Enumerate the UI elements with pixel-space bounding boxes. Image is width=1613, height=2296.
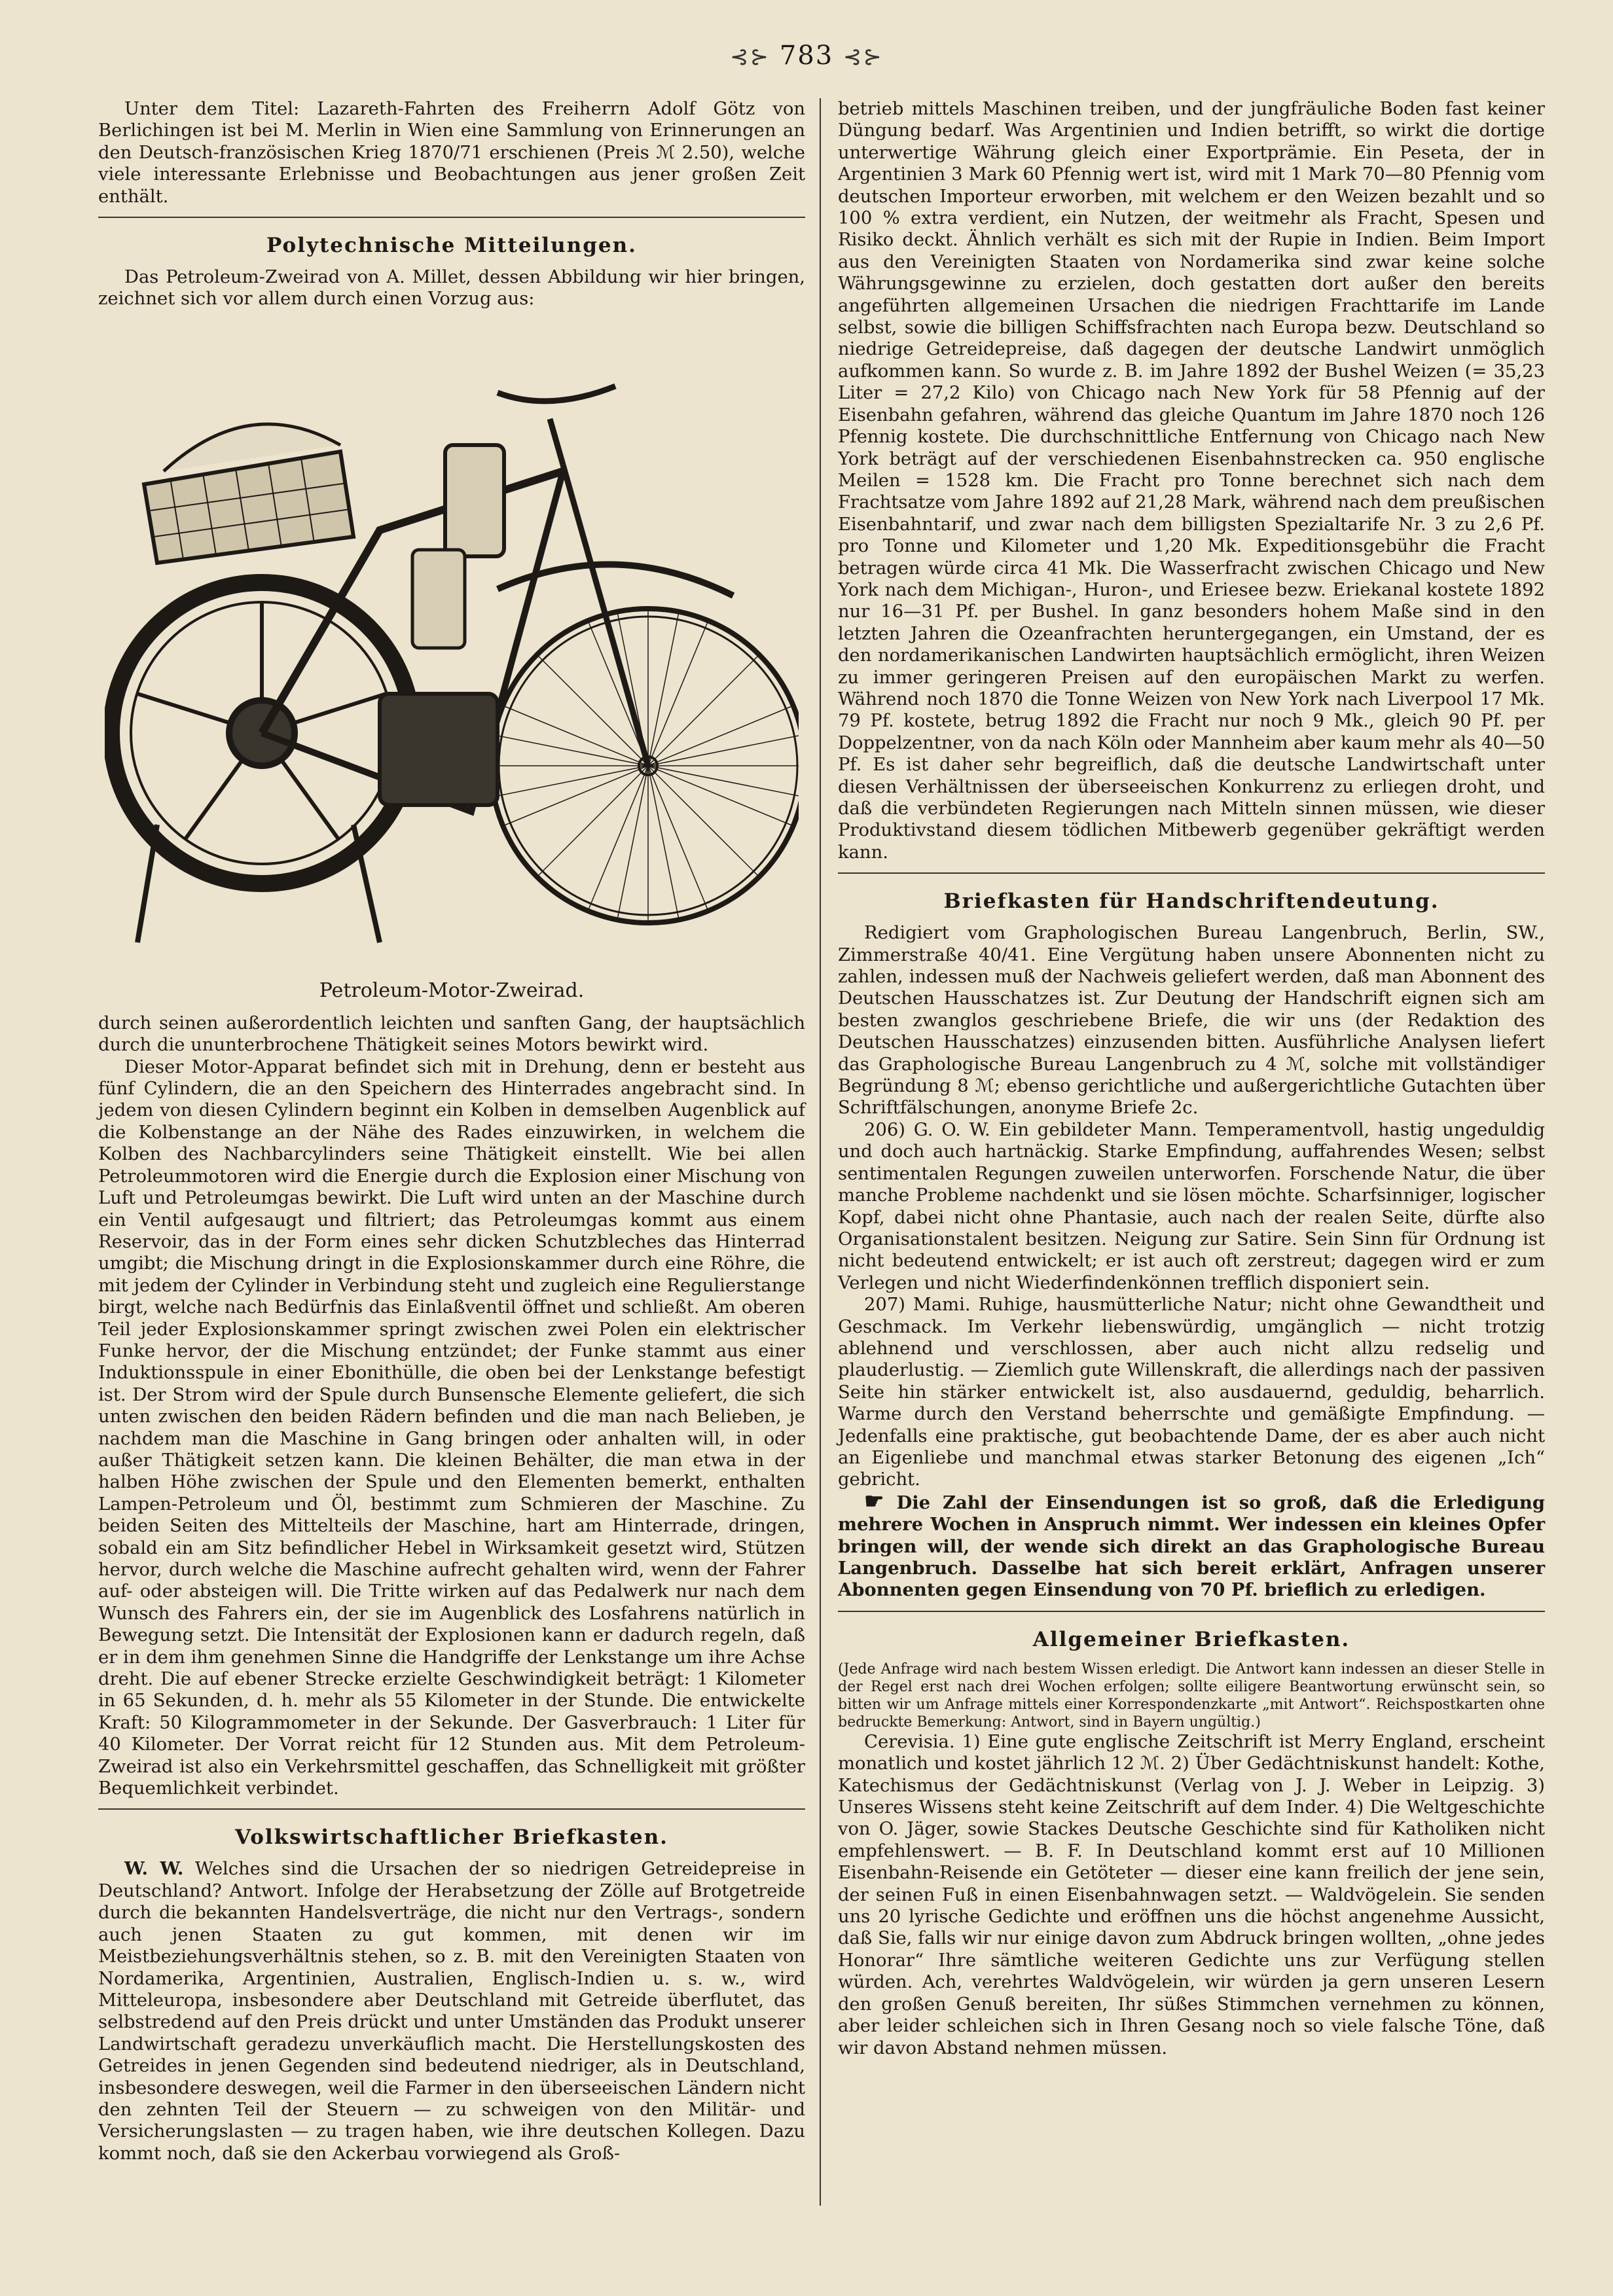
handwriting-notice: [838, 1488, 1545, 1602]
section-title-polytechnic: Polytechnische Mitteilungen.: [266, 234, 637, 258]
rule: [838, 872, 1545, 874]
right-column: [838, 98, 1545, 2059]
economic-text: Welches sind die Ursachen der so niedrigen Getreidepreise in Deutschland? Antwort. Infolge der Herabsetzung der Zölle auf Brotgetreide durch die bekannten Handelsverträge, die nicht nur den Vertrags-, sondern auch jenen Staaten zu gut kommen, mit denen wir im Meistbeziehungsverhältnis stehen, so z. B. mit den Vereinigten Staaten von Nordamerika, Argentinien, Australien, Englisch-Indien u. s. w., wird Mitteleuropa, insbesondere aber Deutschland mit Getreide überflutet, das selbstredend auf den Preis drückt und unter Umständen das Produkt unserer Landwirtschaft geradezu unverkäuflich macht. Die Herstellungskosten des Getreides in jenen Gegenden sind bedeutend niedriger, als in Deutschland, insbesondere deswegen, weil die Farmer in den überseeischen Ländern nicht den zehnten Teil der Steuern — zu schweigen von den Militär- und Versicherungslasten — zu tragen haben, wie ihre deutschen Kollegen. Dazu kommt noch, daß sie den Ackerbau vorwiegend als Groß-: [98, 1859, 805, 2164]
motorcycle-illustration: [105, 314, 799, 975]
page-number: 783: [779, 41, 834, 71]
ornament-left-icon: ⊰⊱: [730, 44, 770, 70]
polytechnic-lead: Das Petroleum-Zweirad von A. Millet, dessen Abbildung wir hier bringen, zeichnet sich vor allem durch einen Vorzug aus:: [98, 267, 805, 310]
section-title-economic: Volkswirtschaftlicher Briefkasten.: [235, 1825, 668, 1850]
polytechnic-paragraph-1: durch seinen außerordentlich leichten und sanften Gang, der hauptsächlich durch die ununterbrochene Thätigkeit seines Motors bewirkt wird.: [98, 1013, 805, 1056]
section-title-handwriting: Briefkasten für Handschriftendeutung.: [943, 889, 1440, 914]
rule: [838, 1611, 1545, 1612]
rule: [98, 1808, 805, 1810]
page-number-header: [0, 41, 1613, 71]
pointing-hand-icon: ☛: [864, 1488, 884, 1515]
economic-initials: W. W.: [124, 1858, 184, 1880]
general-answers: Cerevisia. 1) Eine gute englische Zeitschrift ist Merry England, erscheint monatlich und kostet jährlich 12 ℳ. 2) Über Gedächtniskunst handelt: Kothe, Katechismus der Gedächtniskunst (Verlag von J. J. Weber in Leipzig. 3) Unseres Wissens steht keine Zeitschrift auf dem Inder. 4) Die Weltgeschichte von O. Jäger, sowie Stackes Deutsche Geschichte sind für Katholiken nicht empfehlenswert. — B. F. In Deutschland kommt erst auf 10 Millionen Eisenbahn-Reisende ein Getöteter — dieser eine kann freilich der jene sein, der seinen Fuß in einen Eisenbahnwagen setzt. — Waldvögelein. Sie senden uns 20 lyrische Gedichte und eröffnen uns die höchst angenehme Aussicht, daß Sie, falls wir nur einige davon zum Abdruck bringen wollten, „ohne jedes Honorar“ Ihre sämtliche weiteren Gedichte uns zur Verfügung stellen würden. Ach, verehrtes Waldvögelein, wir würden ja gern unseren Lesern den großen Genuß bereiten, Ihr süßes Stimmchen vernehmen zu können, aber leider schleichen sich in Ihren Gesang noch so viele falsche Töne, daß wir davon Abstand nehmen müssen.: [838, 1731, 1545, 2058]
polytechnic-paragraph-2: Dieser Motor-Apparat befindet sich mit in Drehung, denn er besteht aus fünf Cylindern, die an den Speichern des Hinterrades angebracht sind. In jedem von diesen Cylindern beginnt ein Kolben in demselben Augenblick auf die Kolbenstange an der Nähe des Rades einzuwirken, in welchem die Kolben des Nachbarcylinders seine Thätigkeit einstellt. Wie bei allen Petroleummotoren wird die Energie durch die Explosion einer Mischung von Luft und Petroleumgas bewirkt. Die Luft wird unten an der Maschine durch ein Ventil aufgesaugt und filtriert; das Petroleumgas kommt aus einem Reservoir, das in der Form eines sehr dicken Schutzbleches das Hinterrad umgibt; die Mischung dringt in die Explosionskammer durch eine Röhre, die mit jedem der Cylinder in Verbindung steht und zugleich eine Regulierstange birgt, welche nach Bedürfnis das Einlaßventil öffnet und schließt. Am oberen Teil jeder Explosionskammer springt zwischen zwei Polen ein elektrischer Funke hervor, der die Mischung entzündet; der Funke stammt aus einer Induktionsspule in einer Ebonithülle, die oben bei der Lenkstange befestigt ist. Der Strom wird der Spule durch Bunsensche Elemente geliefert, die sich unten zwischen den beiden Rädern befinden und die man nach Belieben, je nachdem man die Maschine in Gang bringen oder anhalten will, in oder außer Thätigkeit setzen kann. Die kleinen Behälter, die man etwa in der halben Höhe zwischen der Spule und den Elementen bemerkt, enthalten Lampen-Petroleum und Öl, bestimmt zum Schmieren der Maschine. Zu beiden Seiten des Mittelteils der Maschine, hart am Hinterrade, dringen, sobald ein am Sitz befindlicher Hebel in Wirksamkeit gesetzt wird, Stützen hervor, durch welche die Maschine aufrecht gehalten wird, wenn der Fahrer auf- oder absteigen will. Die Tritte wirken auf das Pedalwerk nur nach dem Wunsch des Fahrers ein, der sie im Augenblick des Losfahrens natürlich in Bewegung setzt. Die Intensität der Explosionen kann er dadurch regeln, daß er in dem ihm genehmen Sinne die Handgriffe der Lenkstange um ihre Achse dreht. Die auf ebener Strecke erzielte Geschwindigkeit beträgt: 1 Kilometer in 65 Sekunden, d. h. mehr als 55 Kilometer in der Stunde. Die entwickelte Kraft: 50 Kilogrammometer in der Sekunde. Der Gasverbrauch: 1 Liter für 40 Kilometer. Der Vorrat reicht für 12 Stunden aus. Mit dem Petroleum-Zweirad ist also ein Verkehrsmittel geschaffen, das Schnelligkeit mit größter Bequemlichkeit verbindet.: [98, 1056, 805, 1799]
economic-continuation: betrieb mittels Maschinen treiben, und der jungfräuliche Boden fast keiner Düngung bedarf. Was Argentinien und Indien betrifft, so wirkt die dortige unterwertige Währung gleich einer Exportprämie. Ein Peseta, der in Argentinien 3 Mark 60 Pfennig wert ist, wird mit 1 Mark 70—80 Pfennig vom deutschen Importeur erworben, mit welchem er den Weizen bezahlt und so 100 % extra verdient, ein Nutzen, der weitmehr als Fracht, Spesen und Risiko deckt. Ähnlich verhält es sich mit der Rupie in Indien. Beim Import aus den Vereinigten Staaten von Nordamerika sind zwar keine solche Währungsgewinne zu erzielen, doch gestatten dort außer den bereits angeführten allgemeinen Ursachen die niedrigen Frachttarife im Lande selbst, sowie die billigen Schiffsfrachten nach Europa bezw. Deutschland so niedrige Getreidepreise, daß dagegen der deutsche Landwirt unmöglich aufkommen kann. So wurde z. B. im Jahre 1892 der Bushel Weizen (= 35,23 Liter = 27,2 Kilo) von Chicago nach New York für 58 Pfennig auf der Eisenbahn gefahren, während das gleiche Quantum im Jahre 1870 noch 126 Pfennig kostete. Die durchschnittliche Entfernung von Chicago nach New York beträgt auf der verschiedenen Eisenbahnstrecken ca. 950 englische Meilen = 1528 km. Die Fracht pro Tonne berechnet sich nach dem Frachtsatze vom Jahre 1892 auf 21,28 Mark, während nach dem preußischen Eisenbahntarif, und zwar nach dem billigsten Spezialtarife Nr. 3 zu 2,6 Pf. pro Tonne und Kilometer und 1,20 Mk. Expeditionsgebühr die Fracht betragen würde circa 41 Mk. Die Wasserfracht zwischen Chicago und New York nach dem Michigan-, Huron-, und Eriesee bezw. Eriekanal kostete 1892 nur 16—31 Pf. per Bushel. In ganz besonders hohem Maße sind in den letzten Jahren die Ozeanfrachten heruntergegangen, ein Umstand, der es den nordamerikanischen Landwirten hauptsächlich ermöglicht, ihren Weizen zu immer geringeren Preisen auf den europäischen Markt zu werfen. Während noch 1870 die Tonne Weizen von New York nach Liverpool 17 Mk. 79 Pf. kostete, betrug 1892 die Fracht nur noch 9 Mk., gleich 90 Pf. per Doppelzentner, von da nach Köln oder Mannheim aber kaum mehr als 40—50 Pf. Es ist daher sehr begreiflich, daß die deutsche Landwirtschaft unter diesen Verhältnissen der überseeischen Konkurrenz zu erliegen droht, und daß die verbündeten Regierungen nach Mitteln sinnen müssen, wie dieser Produktivstand diesem tödlichen Mitbewerb gegenüber gekräftigt werden kann.: [838, 99, 1545, 863]
section-title-general: Allgemeiner Briefkasten.: [1032, 1627, 1350, 1651]
handwriting-intro: Redigiert vom Graphologischen Bureau Langenbruch, Berlin, SW., Zimmerstraße 40/41. Eine Vergütung haben unsere Abonnenten nicht zu zahlen, indessen muß der Nachweis geliefert werden, daß man Abonnent des Deutschen Hausschatzes ist. Zur Deutung der Handschrift eignen sich am besten zwanglos geschriebene Briefe, die wir uns (der Redaktion des Deutschen Hausschatzes) einzusenden bitten. Ausführliche Analysen liefert das Graphologische Bureau Langenbruch zu 4 ℳ, solche mit vollständiger Begründung 8 ℳ; ebenso gerichtliche und außergerichtliche Gutachten über Schriftfälschungen, anonyme Briefe 2c.: [838, 923, 1545, 1119]
economic-paragraph: [98, 1858, 805, 2164]
rule: [98, 217, 805, 218]
left-column: [98, 98, 805, 2164]
column-divider: [820, 98, 821, 2206]
general-notice: (Jede Anfrage wird nach bestem Wissen erledigt. Die Antwort kann indessen an dieser Stelle in der Regel erst nach drei Wochen erfolgen; sollte eiligere Beantwortung erwünscht sein, so bitten wir um Anfrage mittels einer Korrespondenzkarte „mit Antwort“. Reichspostkarten ohne bedruckte Bemerkung: Antwort, sind in Bayern ungültig.): [838, 1660, 1545, 1731]
handwriting-entry-207: 207) Mami. Ruhige, hausmütterliche Natur; nicht ohne Gewandtheit und Geschmack. Im Verkehr liebenswürdig, umgänglich — nicht trotzig ablehnend und verschlossen, aber auch nicht allzu redselig und plauderlustig. — Ziemlich gute Willenskraft, die allerdings nach der passiven Seite hin stärker entwickelt ist, also ausdauernd, geduldig, beharrlich. Warme durch den Verstand beherrschte und gemäßigte Empfindung. — Jedenfalls eine praktische, gut beobachtende Dame, der es aber auch nicht an Eigenliebe und manchmal etwas starker Betonung des eigenen „Ich“ gebricht.: [838, 1295, 1545, 1490]
figure-caption: Petroleum-Motor-Zweirad.: [319, 978, 585, 1002]
intro-paragraph: Unter dem Titel: Lazareth-Fahrten des Freiherrn Adolf Götz von Berlichingen ist bei M. Merlin in Wien eine Sammlung von Erinnerungen an den Deutsch-französischen Krieg 1870/71 erschienen (Preis ℳ 2.50), welche viele interessante Erlebnisse und Beobachtungen aus jener großen Zeit enthält.: [98, 99, 805, 207]
ornament-right-icon: ⊰⊱: [843, 44, 883, 70]
handwriting-notice-text: Die Zahl der Einsendungen ist so groß, daß die Erledigung mehrere Wochen in Anspruch nimmt. Wer indessen ein kleines Opfer bringen will, der wende sich direkt an das Graphologische Bureau Langenbruch. Dasselbe hat sich bereit erklärt, Anfragen unserer Abonnenten gegen Einsendung von 70 Pf. brieflich zu erledigen.: [838, 1492, 1545, 1601]
handwriting-entry-206: 206) G. O. W. Ein gebildeter Mann. Temperamentvoll, hastig ungeduldig und doch auch hartnäckig. Starke Empfindung, auffahrendes Wesen; selbst sentimentalen Regungen zuweilen unterworfen. Forschende Natur, die über manche Probleme nachdenkt und sie lösen möchte. Scharfsinniger, logischer Kopf, dabei nicht ohne Phantasie, auch nach der realen Seite, dürfte also Organisationstalent besitzen. Neigung zur Satire. Sein Sinn für Ordnung ist nicht bedeutend entwickelt; er ist auch oft zerstreut; dagegen wird er zum Verlegen und nicht Wiederfindenkönnen trefflich disponiert sein.: [838, 1119, 1545, 1293]
